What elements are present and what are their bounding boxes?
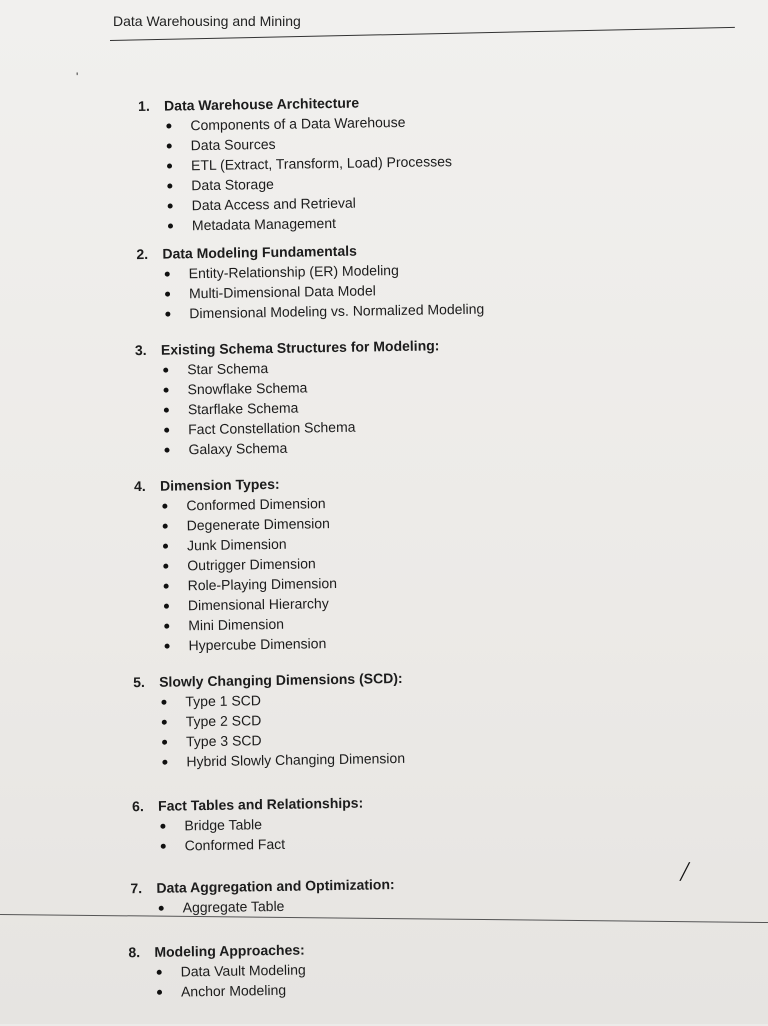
list-item: Dimensional Hierarchy	[188, 593, 338, 615]
list-item: Dimensional Modeling vs. Normalized Modeling	[189, 300, 485, 322]
section-items	[134, 493, 338, 656]
list-item: Conformed Dimension	[186, 493, 336, 515]
section-5	[133, 668, 405, 772]
list-item: Star Schema	[187, 355, 440, 379]
list-item: Starflake Schema	[188, 395, 441, 419]
section-title: 1. Data Warehouse Architecture	[137, 94, 360, 115]
section-items	[133, 688, 405, 772]
list-item: Galaxy Schema	[188, 435, 441, 459]
list-item: Type 2 SCD	[186, 708, 405, 731]
section-1	[138, 91, 453, 236]
section-8	[128, 940, 306, 1003]
section-title: 5. Slowly Changing Dimensions (SCD):	[133, 669, 403, 691]
section-title: 6. Fact Tables and Relationships:	[131, 794, 364, 815]
section-title: 4. Dimension Types:	[133, 475, 280, 495]
section-items	[137, 259, 485, 324]
list-item: ETL (Extract, Transform, Load) Processes	[190, 153, 453, 174]
section-items	[129, 960, 307, 1003]
list-item: Components of a Data Warehouse	[190, 111, 451, 135]
list-item: Junk Dimension	[187, 533, 337, 555]
list-item: Data Sources	[191, 131, 452, 155]
list-item: Hybrid Slowly Changing Dimension	[186, 749, 406, 770]
section-7	[130, 874, 395, 918]
list-item: Mini Dimension	[188, 613, 338, 635]
section-title: 2. Data Modeling Fundamentals	[136, 242, 357, 263]
section-title: 7. Data Aggregation and Optimization:	[130, 876, 395, 897]
section-title: 3. Existing Schema Structures for Modeling:	[134, 337, 440, 359]
pen-check-mark: ╱	[680, 864, 690, 881]
list-item: Data Vault Modeling	[180, 961, 306, 980]
list-item: Multi-Dimensional Data Model	[189, 279, 484, 304]
pen-mark: '	[76, 70, 79, 84]
list-item: Aggregate Table	[183, 894, 396, 917]
section-4	[134, 473, 338, 656]
section-2	[136, 239, 484, 324]
list-item: Conformed Fact	[185, 833, 364, 856]
section-items	[138, 111, 453, 236]
list-item: Hypercube Dimension	[188, 633, 338, 655]
list-item: Outrigger Dimension	[187, 553, 337, 575]
section-items	[131, 894, 396, 918]
list-item: Type 3 SCD	[186, 728, 405, 751]
list-item: Anchor Modeling	[181, 980, 306, 1002]
list-item: Degenerate Dimension	[187, 513, 337, 535]
section-items	[135, 355, 441, 460]
list-item: Entity-Relationship (ER) Modeling	[189, 259, 484, 284]
list-item: Bridge Table	[184, 813, 363, 836]
list-item: Data Access and Retrieval	[192, 191, 453, 215]
page-header-title: Data Warehousing and Mining	[113, 13, 301, 29]
section-title: 8. Modeling Approaches:	[128, 941, 305, 961]
section-6	[132, 793, 364, 857]
section-items	[132, 813, 364, 857]
list-item: Metadata Management	[192, 211, 453, 235]
section-3	[135, 335, 441, 460]
list-item: Type 1 SCD	[185, 688, 404, 711]
list-item: Role-Playing Dimension	[187, 574, 338, 594]
list-item: Data Storage	[191, 171, 452, 195]
list-item: Snowflake Schema	[187, 375, 440, 399]
list-item: Fact Constellation Schema	[188, 415, 441, 439]
